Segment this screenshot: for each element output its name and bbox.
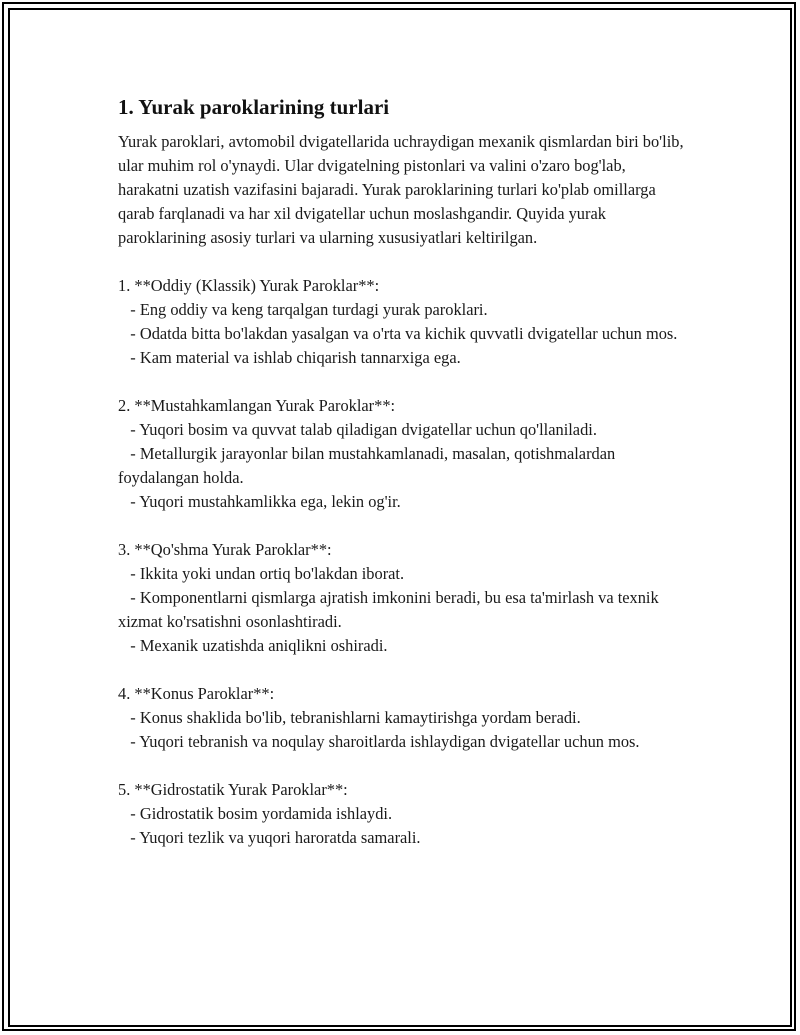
list-section-5 xyxy=(118,778,688,850)
list-section-title: 1. **Oddiy (Klassik) Yurak Paroklar**: xyxy=(118,276,380,295)
list-item: - Mexanik uzatishda aniqlikni oshiradi. xyxy=(118,636,388,655)
list-item: - Yuqori mustahkamlikka ega, lekin og'ir. xyxy=(118,492,401,511)
list-item: - Yuqori tebranish va noqulay sharoitlarda ishlaydigan dvigatellar uchun mos. xyxy=(118,732,640,751)
list-section-2 xyxy=(118,394,688,514)
list-item: - Yuqori tezlik va yuqori haroratda samarali. xyxy=(118,828,421,847)
list-item: - Metallurgik jarayonlar bilan mustahkamlanadi, masalan, qotishmalardan foydalangan holda. xyxy=(118,444,620,487)
intro-paragraph: Yurak paroklari, avtomobil dvigatellarida uchraydigan mexanik qismlardan biri bo'lib, ular muhim rol o'ynaydi. Ular dvigatelning pistonlari va valini o'zaro bog'lab, harakatni uzatish vazifasini bajaradi. Yurak paroklarining turlari ko'plab omillarga qarab farqlanadi va har xil dvigatellar uchun moslashgandir. Quyida yurak paroklarining asosiy turlari va ularning xususiyatlari keltirilgan. xyxy=(118,132,684,247)
list-section-title: 3. **Qo'shma Yurak Paroklar**: xyxy=(118,540,332,559)
list-item: - Yuqori bosim va quvvat talab qiladigan dvigatellar uchun qo'llaniladi. xyxy=(118,420,597,439)
list-section-1 xyxy=(118,274,688,370)
list-section-title: 2. **Mustahkamlangan Yurak Paroklar**: xyxy=(118,396,396,415)
list-section-title: 4. **Konus Paroklar**: xyxy=(118,684,275,703)
list-section-3 xyxy=(118,538,688,658)
list-section-4 xyxy=(118,682,688,754)
list-item: - Eng oddiy va keng tarqalgan turdagi yurak paroklari. xyxy=(118,300,488,319)
list-item: - Ikkita yoki undan ortiq bo'lakdan iborat. xyxy=(118,564,405,583)
list-section-title: 5. **Gidrostatik Yurak Paroklar**: xyxy=(118,780,348,799)
list-item: - Kam material va ishlab chiqarish tannarxiga ega. xyxy=(118,348,461,367)
section-heading: 1. Yurak paroklarining turlari xyxy=(118,95,390,119)
list-item: - Konus shaklida bo'lib, tebranishlarni kamaytirishga yordam beradi. xyxy=(118,708,581,727)
document-body xyxy=(118,94,688,850)
list-item: - Odatda bitta bo'lakdan yasalgan va o'rta va kichik quvvatli dvigatellar uchun mos. xyxy=(118,324,678,343)
list-item: - Komponentlarni qismlarga ajratish imkonini beradi, bu esa ta'mirlash va texnik xizmat ko'rsatishni osonlashtiradi. xyxy=(118,588,663,631)
list-item: - Gidrostatik bosim yordamida ishlaydi. xyxy=(118,804,393,823)
